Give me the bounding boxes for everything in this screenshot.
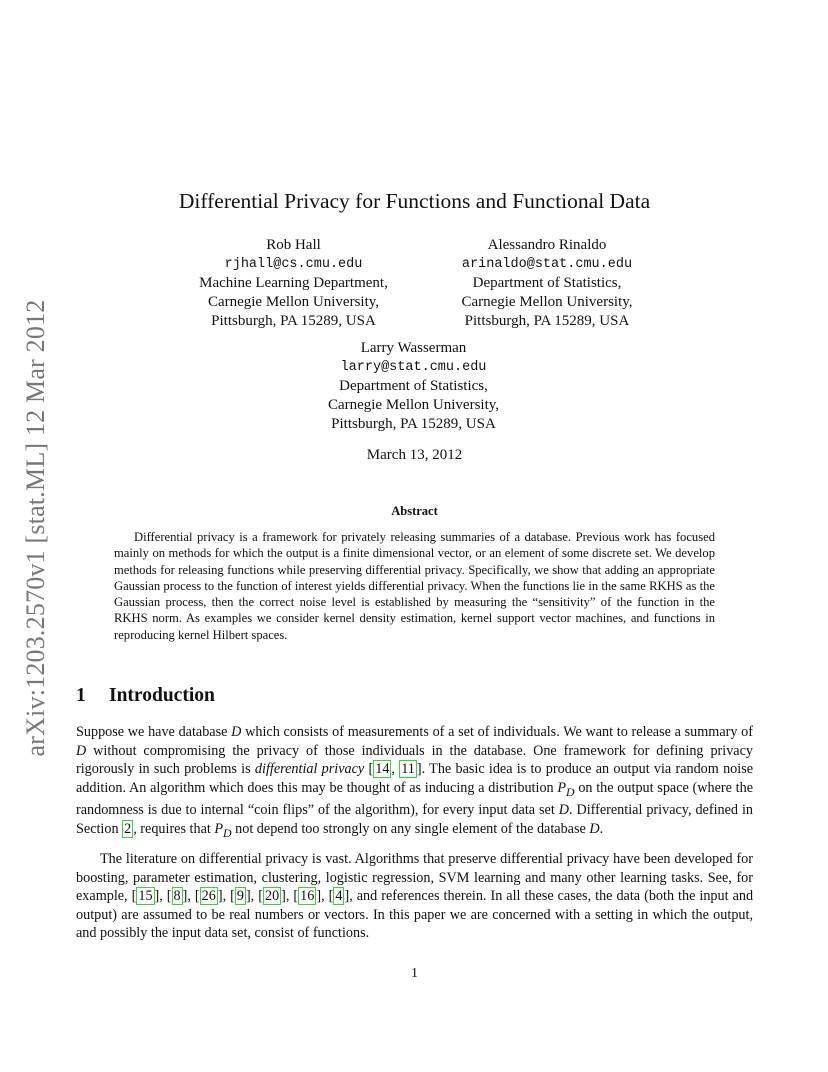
author-block-rinaldo — [436, 236, 658, 331]
citation-link[interactable]: 4 — [335, 888, 343, 905]
math-symbol-d: D — [589, 820, 600, 837]
author-email: rjhall@cs.cmu.edu — [224, 257, 363, 272]
author-block-wasserman — [296, 339, 531, 434]
author-name: Rob Hall — [266, 237, 321, 253]
author-email: arinaldo@stat.cmu.edu — [461, 257, 633, 272]
section-number: 1 — [76, 685, 86, 706]
section-heading-introduction — [76, 685, 215, 707]
math-symbol-pd — [557, 779, 575, 799]
author-department: Department of Statistics, — [339, 378, 488, 394]
citation-link[interactable]: 8 — [173, 888, 181, 905]
author-name: Larry Wasserman — [360, 340, 467, 356]
math-symbol-p: P — [557, 779, 567, 796]
citation-link[interactable]: 26 — [201, 888, 216, 905]
math-symbol-d: D — [76, 742, 87, 759]
author-university: Carnegie Mellon University, — [461, 294, 633, 310]
abstract-heading: Abstract — [391, 504, 438, 518]
citation-link[interactable]: 16 — [300, 888, 315, 905]
paper-date: March 13, 2012 — [366, 447, 463, 463]
citation-link[interactable]: 20 — [264, 888, 280, 905]
arxiv-identifier: arXiv:1203.2570v1 [stat.ML] 12 Mar 2012 — [21, 299, 50, 757]
text-span — [364, 761, 368, 777]
text-span: which consists of measurements of a set of individuals. We want to release a summary of — [241, 724, 754, 740]
citation-link[interactable]: 15 — [138, 888, 153, 905]
text-span: ]. The basic idea is to produce an output via random noise addition. An algorithm which does this may be thought of as inducing a distribution — [76, 761, 754, 796]
math-symbol-d: D — [558, 802, 569, 819]
text-span: Suppose we have database — [76, 724, 232, 740]
paper-title: Differential Privacy for Functions and Functional Data — [178, 189, 651, 213]
citation-link[interactable]: 11 — [401, 761, 415, 778]
abstract-text: Differential privacy is a framework for privately releasing summaries of a database. Previous work has focused mainly on methods for which the output is a finite dimensional vector, or an element of some discrete set. We develop methods for releasing functions while preserving differential privacy. Specifically, we show that adding an appropriate Gaussian process to the function of interest yields differential privacy. When the functions lie in the same RKHS as the Gaussian process, then the correct noise level is established by measuring the “sensitivity” of the function in the RKHS norm. As examples we consider kernel density estimation, kernel support vector machines, and functions in reproducing kernel Hilbert spaces. — [114, 530, 715, 642]
author-block-hall — [176, 236, 411, 331]
emphasis-text: differential privacy — [254, 761, 365, 778]
math-symbol-p: P — [214, 820, 224, 837]
text-span: The literature on differential privacy is vast. Algorithms that preserve differential privacy have been developed for boosting, parameter estimation, clustering, logistic regression, SVM learning and many other learning tasks. See, for example, — [76, 851, 753, 905]
intro-paragraph-1: Suppose we have database D which consists of measurements of a set of individuals. We want to release a summary of D without compromising the privacy of those individuals in the database. One framework for defining privacy rigorously in such problems is differential privacy [ 14 , 11 ]. The basic idea is to produce an output via random noise addition. An algorithm which does this may be thought of as inducing a distribution $P_D$ on the output space (where the randomness is due to internal “coin flips” of the algorithm), for every input data set D. Differential privacy, defined in Section 2 , requires that $P_D$ not depend too strongly on any single element of the database D. — [76, 724, 754, 840]
author-department: Machine Learning Department, — [199, 275, 388, 291]
text-span: , — [391, 761, 400, 778]
citation-link[interactable]: 9 — [236, 888, 244, 905]
section-reference-link[interactable]: 2 — [124, 820, 132, 837]
author-department: Department of Statistics, — [472, 275, 622, 291]
page-number: 1 — [411, 966, 418, 981]
section-title: Introduction — [109, 685, 215, 706]
text-span: without compromising the privacy of those individuals in the database. One framework for defining privacy rigorously in such problems is — [76, 742, 753, 778]
math-subscript-d: D — [566, 784, 575, 799]
math-subscript-d: D — [223, 825, 232, 840]
author-location: Pittsburgh, PA 15289, USA — [211, 313, 376, 329]
text-span: , requires that — [133, 820, 215, 837]
text-span: . Differential privacy, defined in Section — [76, 802, 753, 837]
text-span: not depend too strongly on any single element of the database — [231, 820, 590, 837]
math-symbol-d: D — [231, 724, 242, 740]
text-span: on the output space (where the randomness is due to internal “coin flips” of the algorithm), for every input data set — [76, 779, 753, 819]
text-span: . — [599, 820, 604, 837]
author-email: larry@stat.cmu.edu — [340, 360, 487, 375]
author-location: Pittsburgh, PA 15289, USA — [464, 313, 630, 329]
author-university: Carnegie Mellon University, — [207, 294, 380, 310]
math-symbol-pd — [214, 820, 232, 840]
author-name: Alessandro Rinaldo — [487, 237, 607, 253]
intro-paragraph-2: The literature on differential privacy is vast. Algorithms that preserve differential privacy have been developed for boosting, parameter estimation, clustering, logistic regression, SVM learning and many other learning tasks. See, for example, [ 15 ], [ 8 ], [ 26 ], [ 9 ], [ 20 ], [ 16 ], [ 4 ], and references therein. In all these cases, the data (both the input and output) are assumed to be real numbers or vectors. In this paper we are concerned with a setting in which the output, and possibly the input data set, consist of functions. — [76, 851, 754, 942]
author-location: Pittsburgh, PA 15289, USA — [331, 416, 496, 432]
author-university: Carnegie Mellon University, — [327, 397, 500, 413]
text-span: , and references therein. In all these cases, the data (both the input and output) are assumed to be real numbers or vectors. In this paper we are concerned with a setting in which the output, and possibly the input data set, consist of functions. — [76, 888, 754, 942]
citation-link[interactable]: 14 — [375, 761, 390, 778]
